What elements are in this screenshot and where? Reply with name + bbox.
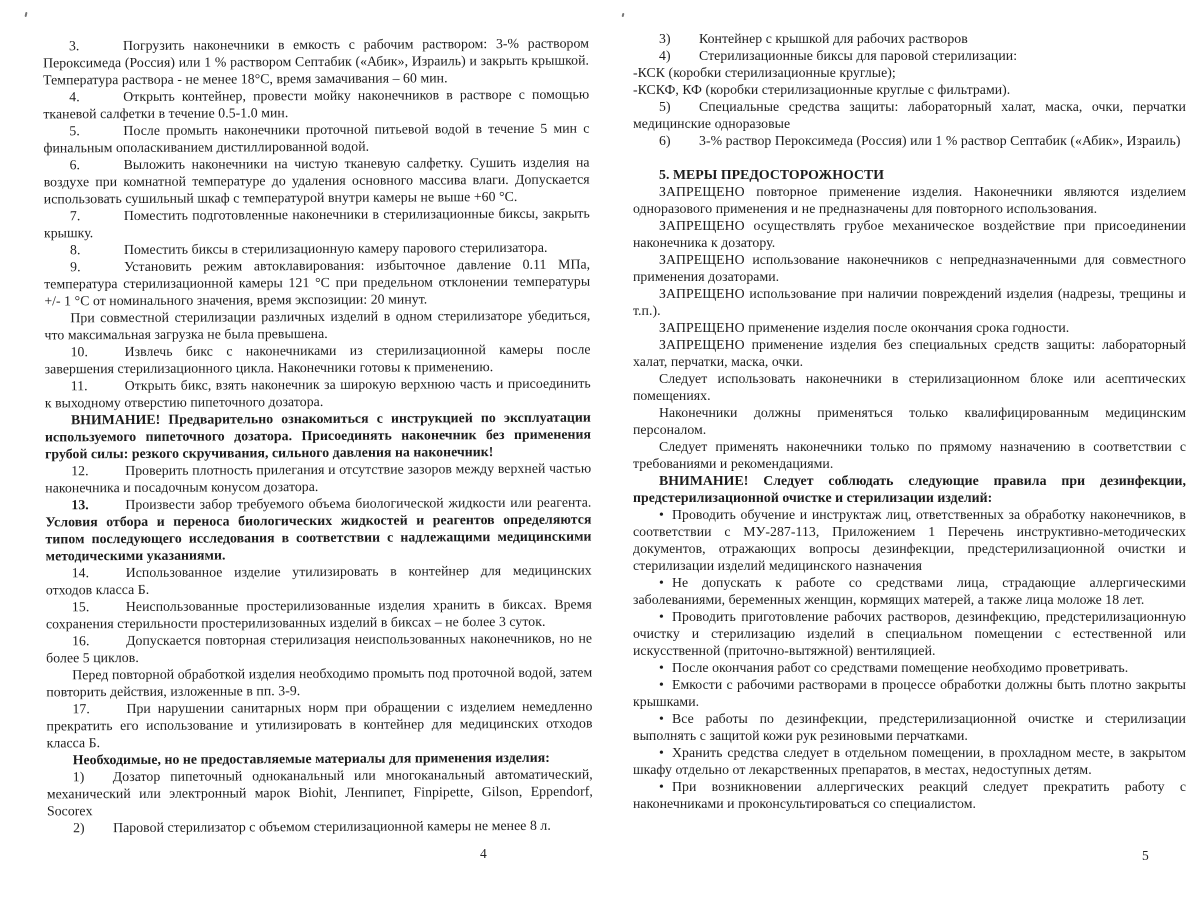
paragraph — [47, 766, 593, 820]
paragraph-text: При совместной стерилизации различных изделий в одном стерилизаторе убедиться, что максимальная загрузка не была превышена. — [44, 307, 591, 343]
paragraph-text: Следует использовать наконечники в стерилизационном блоке или асептических помещениях. — [633, 371, 1186, 403]
paragraph-text: 3-% раствор Пероксимеда (Россия) или 1 % раствор Септабик («Абик», Израиль) — [699, 133, 1181, 148]
paragraph-text: Все работы по дезинфекции, предстерилизационной очистке и стерилизации выполнять с защитой кожи рук резиновыми перчатками. — [633, 711, 1186, 743]
paragraph-text: ЗАПРЕЩЕНО применение изделия без специальных средств защиты: лабораторный халат, перчатки, маска, очки. — [633, 337, 1186, 369]
paragraph — [44, 307, 590, 344]
paragraph — [43, 86, 589, 123]
list-marker: 3. — [68, 38, 80, 54]
paragraph — [633, 438, 1186, 472]
paragraph — [633, 676, 1186, 710]
list-marker: 17. — [72, 701, 90, 717]
paragraph — [633, 778, 1186, 812]
list-marker: 10. — [70, 344, 89, 360]
paragraph-text: Погрузить наконечники в емкость с рабочим раствором: 3-% раствором Пероксимеда (Россия) или 1 % раствором Септабик («Абик», Израиль) и закрыть крышкой. Температура раствора - не менее 18°С, время замачивания – 60 мин. — [43, 35, 590, 88]
paragraph — [633, 217, 1186, 251]
paragraph — [633, 370, 1186, 404]
paragraph-text: Проводить обучение и инструктаж лиц, ответственных за обработку наконечников, в соответствии с МУ-287-113, Приложением 1 Перечень инструктивно-методических документов, отражающих вопросы дезинфекции, предстерилизационной очистки и стерилизации изделий медицинского назначения — [633, 507, 1186, 573]
paragraph — [633, 132, 1186, 149]
paragraph — [46, 698, 592, 752]
paragraph-text: Открыть бикс, взять наконечник за широкую верхнюю часть и присоединить к выходному отверстию пипеточного дозатора. — [44, 375, 591, 411]
paragraph-text: Специальные средства защиты: лабораторный халат, маска, очки, перчатки медицинские одноразовые — [633, 99, 1186, 131]
paragraph — [633, 64, 1186, 81]
paragraph — [45, 460, 591, 497]
paragraph-text: Контейнер с крышкой для рабочих растворов — [699, 31, 968, 46]
paragraph-text: 5. МЕРЫ ПРЕДОСТОРОЖНОСТИ — [659, 167, 885, 182]
list-marker: 11. — [70, 378, 88, 394]
paragraph — [633, 608, 1186, 659]
scan-speck — [25, 12, 28, 17]
paragraph-text: Открыть контейнер, провести мойку наконечников в растворе с помощью тканевой салфетки в течение 0.5-1.0 мин. — [43, 86, 590, 122]
paragraph — [633, 47, 1186, 64]
paragraph — [45, 375, 591, 412]
paragraph — [633, 81, 1186, 98]
list-marker: 1) — [72, 769, 85, 785]
paragraph — [44, 205, 590, 242]
paragraph — [45, 341, 591, 378]
scan-speck — [622, 13, 625, 17]
paragraph-text: ЗАПРЕЩЕНО осуществлять грубое механическое воздействие при присоединении наконечника к дозатору. — [633, 218, 1186, 250]
list-marker: • — [659, 711, 664, 726]
page-5 — [633, 30, 1186, 812]
paragraph-text: При нарушении санитарных норм при обращении с изделием немедленно прекратить его использование и утилизировать в контейнер для медицинских отходов класса Б. — [46, 698, 593, 751]
paragraph-text: ЗАПРЕЩЕНО повторное применение изделия. Наконечники являются изделием одноразового применения и не предназначены для повторного использования. — [633, 184, 1186, 216]
paragraph — [633, 574, 1186, 608]
paragraph — [43, 120, 589, 157]
paragraph — [44, 154, 590, 208]
paragraph-text: Неиспользованные простерилизованные изделия хранить в биксах. Время сохранения стерильности простерилизованных изделий в биксах – не более 3 суток. — [45, 596, 592, 632]
paragraph — [47, 817, 593, 837]
paragraph-text: ВНИМАНИЕ! Предварительно ознакомиться с инструкцией по эксплуатации используемого пипеточного дозатора. Присоединять наконечник без применения грубой силы: резкого скручивания, сильного давления на наконечник! — [44, 409, 592, 462]
paragraph — [633, 251, 1186, 285]
paragraph-text: Проводить приготовление рабочих растворов, дезинфекцию, предстерилизационную очистку и стерилизацию изделий в специальном помещении с естественной или искусственной (приточно-вытяжной) вентиляцией. — [633, 609, 1186, 658]
paragraph-text: При возникновении аллергических реакций следует прекратить работу с наконечниками и проконсультироваться со специалистом. — [633, 779, 1186, 811]
paragraph — [633, 472, 1186, 506]
paragraph-text: Поместить биксы в стерилизационную камеру парового стерилизатора. — [123, 239, 548, 258]
paragraph-text: Проверить плотность прилегания и отсутствие зазоров между верхней частью наконечника и посадочным конусом дозатора. — [45, 460, 592, 496]
paragraph — [633, 285, 1186, 319]
paragraph-text: Необходимые, но не предоставляемые материалы для применения изделия: — [72, 749, 550, 768]
list-marker: 4. — [69, 89, 80, 105]
paragraph-text: Наконечники должны применяться только квалифицированным медицинским персоналом. — [633, 405, 1186, 437]
paragraph — [633, 404, 1186, 438]
list-marker: 4) — [659, 48, 671, 63]
paragraph — [633, 744, 1186, 778]
paragraph — [633, 319, 1186, 336]
list-marker: 14. — [71, 565, 90, 581]
list-marker: 15. — [71, 599, 90, 615]
list-marker: 9. — [70, 259, 81, 275]
list-marker: 6. — [69, 157, 81, 173]
paragraph — [633, 659, 1186, 676]
paragraph-text: Произвести забор требуемого объема биологической жидкости или реагента. — [125, 494, 592, 513]
paragraph — [45, 494, 591, 565]
list-marker: 3) — [659, 31, 671, 46]
paragraph-text: ЗАПРЕЩЕНО использование при наличии повреждений изделия (надрезы, трещины и т.п.). — [633, 286, 1186, 318]
paragraph-text: Выложить наконечники на чистую тканевую салфетку. Сушить изделия на воздухе при комнатной температуре до удаления основного массива влаги. Допускается использовать сушильный шкаф с температурой внутри камеры не выше +60 °С. — [43, 154, 590, 207]
paragraph — [45, 409, 591, 463]
list-marker: • — [659, 609, 664, 624]
paragraph — [46, 562, 592, 599]
paragraph-text: ВНИМАНИЕ! Следует соблюдать следующие правила при дезинфекции, предстерилизационной очистке и стерилизации изделий: — [633, 473, 1186, 505]
page-5-content — [633, 30, 1186, 812]
list-marker: 5. — [69, 123, 80, 139]
list-marker: 7. — [69, 208, 81, 224]
paragraph-text: Условия отбора и переноса биологических жидкостей и реагентов определяются типом последующего исследования в соответствии с надлежащими медицинскими методическими указаниями. — [45, 511, 592, 564]
list-marker: • — [659, 745, 664, 760]
list-marker: • — [659, 677, 664, 692]
page-4-content — [43, 35, 593, 837]
paragraph — [46, 596, 592, 633]
paragraph — [633, 166, 1186, 183]
paragraph — [633, 183, 1186, 217]
paragraph-text: Извлечь бикс с наконечниками из стерилизационной камеры после завершения стерилизационного цикла. Наконечники готовы к применению. — [44, 341, 591, 377]
paragraph — [633, 336, 1186, 370]
paragraph-text: ЗАПРЕЩЕНО использование наконечников с непредназначенными для совместного применения дозаторами. — [633, 252, 1186, 284]
paragraph-text: Емкости с рабочими растворами в процессе обработки должны быть плотно закрыты крышками. — [633, 677, 1186, 709]
paragraph-text: Установить режим автоклавирования: избыточное давление 0.11 МПа, температура стерилизационной камеры 121 °С при предельном отклонении температуры +/- 1 °С от номинального значения, время экспозиции: 20 минут. — [44, 256, 591, 309]
list-marker: 8. — [69, 242, 81, 258]
list-marker: • — [659, 660, 664, 675]
paragraph — [633, 98, 1186, 132]
paragraph-text: После промыть наконечники проточной питьевой водой в течение 5 мин с финальным ополаскиванием дистиллированной водой. — [43, 120, 590, 156]
paragraph-text: Поместить подготовленные наконечники в стерилизационные биксы, закрыть крышку. — [43, 205, 590, 241]
paragraph — [46, 630, 592, 667]
list-marker: 16. — [72, 633, 90, 649]
paragraph — [44, 256, 590, 310]
paragraph — [633, 30, 1186, 47]
paragraph — [633, 710, 1186, 744]
page-number-left: 4 — [480, 846, 487, 861]
paragraph-text: Перед повторной обработкой изделия необходимо промыть под проточной водой, затем повторить действия, изложенные в пп. 3-9. — [46, 664, 593, 700]
paragraph — [43, 35, 589, 89]
list-marker: • — [659, 575, 664, 590]
list-marker: • — [659, 507, 664, 522]
list-marker: 2) — [73, 820, 85, 836]
paragraph-text: Следует применять наконечники только по прямому назначению в соответствии с требованиями и рекомендациями. — [633, 439, 1186, 471]
page-number-right: 5 — [1142, 848, 1149, 863]
paragraph-text: Паровой стерилизатор с объемом стерилизационной камеры не менее 8 л. — [113, 817, 551, 836]
paragraph-text: -КСК (коробки стерилизационные круглые); — [633, 65, 896, 80]
paragraph — [46, 664, 592, 701]
paragraph-text: Использованное изделие утилизировать в контейнер для медицинских отходов класса Б. — [45, 562, 592, 598]
paragraph-text: Не допускать к работе со средствами лица, страдающие аллергическими заболеваниями, беременных женщин, кормящих матерей, а также лица моложе 18 лет. — [633, 575, 1186, 607]
list-marker: 6) — [659, 133, 671, 148]
page-4 — [43, 35, 593, 837]
list-marker: 12. — [71, 463, 89, 479]
paragraph-text: После окончания работ со средствами помещение необходимо проветривать. — [672, 660, 1129, 675]
paragraph-text: Стерилизационные биксы для паровой стерилизации: — [699, 48, 1018, 63]
paragraph-text: -КСКФ, КФ (коробки стерилизационные круглые с фильтрами). — [633, 82, 1011, 97]
paragraph-text: Дозатор пипеточный одноканальный или многоканальный автоматический, механический или электронный марок Biohit, Ленпипет, Finpipette, Gilson, Eppendorf, Socorex — [46, 766, 593, 819]
paragraph — [633, 506, 1186, 574]
paragraph-text: Допускается повторная стерилизация неиспользованных наконечников, но не более 5 циклов. — [46, 630, 593, 666]
list-marker: • — [659, 779, 664, 794]
list-marker: 5) — [659, 99, 671, 114]
paragraph-text: Хранить средства следует в отдельном помещении, в прохладном месте, в закрытом шкафу отдельно от лекарственных препаратов, в местах, недоступных детям. — [633, 745, 1186, 777]
paragraph-text: ЗАПРЕЩЕНО применение изделия после окончания срока годности. — [659, 320, 1070, 335]
list-marker: 13. — [71, 497, 89, 513]
